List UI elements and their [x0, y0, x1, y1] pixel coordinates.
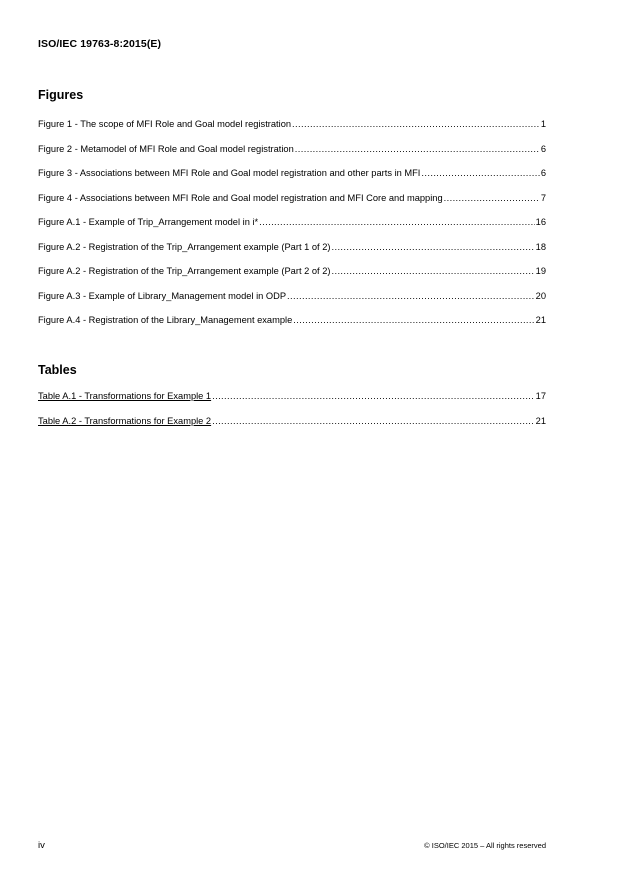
figure-entry-page: 18 [535, 241, 546, 252]
figure-entry-page: 19 [535, 266, 546, 276]
figure-entry[interactable] [38, 314, 546, 339]
figure-entry[interactable] [38, 118, 546, 143]
footer-page-number: iv [38, 840, 45, 851]
table-entry[interactable] [38, 390, 546, 415]
figures-heading: Figures [38, 88, 84, 102]
figure-entry-title: Figure 3 - Associations between MFI Role and Goal model registration and other parts in MFI [38, 168, 421, 178]
footer-copyright: © ISO/IEC 2015 – All rights reserved [424, 841, 546, 850]
figure-entry-page: 7 [540, 192, 546, 203]
figure-entry-title: Figure A.3 - Example of Library_Management model in ODP [38, 290, 287, 301]
table-entry-title[interactable]: Table A.2 - Transformations for Example 2 [38, 415, 212, 426]
dot-leader [212, 415, 535, 427]
dot-leader [331, 241, 534, 253]
figure-entry[interactable] [38, 216, 546, 241]
figure-entry[interactable] [38, 143, 546, 168]
figures-list [38, 118, 546, 339]
figure-entry[interactable] [38, 241, 546, 266]
dot-leader [295, 143, 540, 155]
table-entry-page: 17 [535, 391, 546, 401]
figure-entry-title: Figure A.2 - Registration of the Trip_Arrangement example (Part 2 of 2) [38, 266, 331, 276]
dot-leader [421, 167, 539, 179]
dot-leader [293, 314, 534, 326]
dot-leader [212, 390, 535, 402]
dot-leader [444, 192, 540, 204]
figure-entry-title: Figure 2 - Metamodel of MFI Role and Goal model registration [38, 143, 294, 154]
table-entry-page: 21 [535, 415, 546, 426]
figure-entry-title: Figure A.2 - Registration of the Trip_Arrangement example (Part 1 of 2) [38, 241, 331, 252]
figure-entry-title: Figure 1 - The scope of MFI Role and Goal model registration [38, 119, 292, 129]
table-entry[interactable] [38, 415, 546, 440]
figure-entry-page: 16 [535, 217, 546, 227]
table-entry-title[interactable]: Table A.1 - Transformations for Example 1 [38, 391, 212, 401]
figure-entry[interactable] [38, 192, 546, 217]
figure-entry-page: 20 [535, 290, 546, 301]
dot-leader [259, 216, 535, 228]
figure-entry-title: Figure A.4 - Registration of the Library_Management example [38, 315, 293, 325]
dot-leader [331, 265, 534, 277]
tables-heading: Tables [38, 363, 77, 377]
figure-entry-page: 6 [540, 168, 546, 178]
figure-entry-page: 1 [540, 119, 546, 129]
document-id: ISO/IEC 19763-8:2015(E) [38, 38, 162, 50]
tables-list [38, 390, 546, 439]
figure-entry[interactable] [38, 167, 546, 192]
figure-entry-title: Figure A.1 - Example of Trip_Arrangement model in i* [38, 217, 259, 227]
dot-leader [287, 290, 535, 302]
figure-entry[interactable] [38, 265, 546, 290]
figure-entry-page: 6 [540, 143, 546, 154]
dot-leader [292, 118, 540, 130]
figure-entry-page: 21 [535, 315, 546, 325]
figure-entry[interactable] [38, 290, 546, 315]
figure-entry-title: Figure 4 - Associations between MFI Role and Goal model registration and MFI Core and mapping [38, 192, 443, 203]
